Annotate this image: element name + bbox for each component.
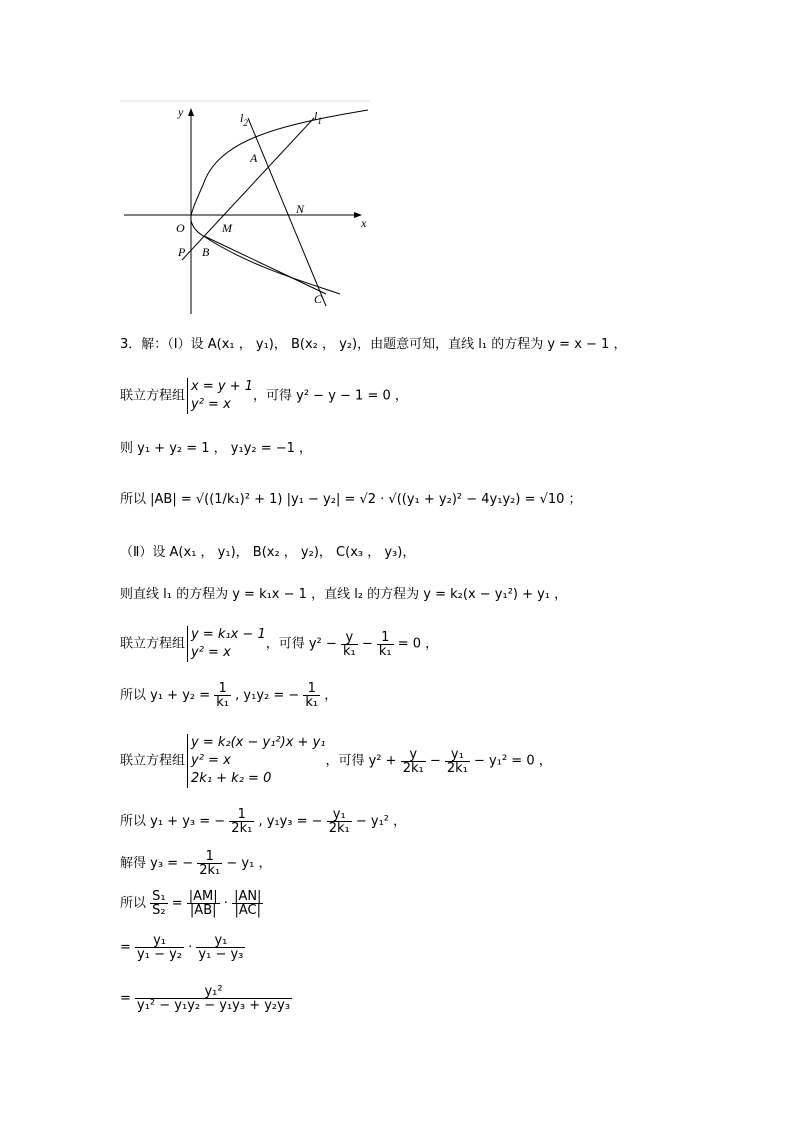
text: − (357, 636, 377, 652)
text: = 0 ， (393, 636, 439, 652)
label-P: P (178, 245, 186, 259)
numerator: 1 (229, 808, 254, 822)
y-axis-arrow (188, 108, 194, 116)
solution-line-12 (120, 890, 263, 917)
solution-line-13 (120, 934, 245, 961)
fraction (150, 890, 167, 917)
text: 联立方程组 (120, 388, 186, 404)
label-O: O (176, 221, 185, 235)
text: , y₁y₂ = − (231, 688, 304, 703)
text: 所以 y₁ + y₃ = − (120, 814, 230, 829)
numerator: |AN| (234, 889, 262, 904)
line-l1 (182, 118, 314, 260)
label-A: A (250, 151, 258, 165)
parabola (191, 110, 368, 294)
text: 所以 (120, 896, 151, 911)
denominator: 2k₁ (328, 821, 350, 836)
equation: x = y + 1 (191, 379, 253, 394)
equation: 2k₁ + k₂ = 0 (191, 771, 272, 786)
fraction (401, 748, 426, 775)
equation-system (187, 734, 325, 788)
numerator: y₁ (196, 934, 245, 948)
equation: y² = x (191, 753, 231, 768)
numerator: y₁ (135, 934, 184, 948)
equation-system (187, 378, 253, 414)
denominator: |AB| (189, 903, 217, 918)
numerator: 1 (197, 850, 222, 864)
solution-line-1: 3．解：（Ⅰ）设 A(x₁ ， y₁)， B(x₂ ， y₂)，由题意可知，直线 l₁ 的方程为 y = x − 1 ， (120, 337, 627, 352)
solution-line-6: 则直线 l₁ 的方程为 y = k₁x − 1 ，直线 l₂ 的方程为 y = k₂(x − y₁²) + y₁ ， (120, 587, 568, 602)
solution-line-8 (120, 682, 337, 709)
equation: y² = x (191, 397, 231, 412)
numerator: y (401, 748, 426, 762)
fraction (445, 748, 470, 775)
fraction (341, 631, 358, 658)
fraction (197, 850, 222, 877)
denominator: k₁ (342, 643, 356, 659)
text: ，可得 y² − y − 1 = 0 ， (253, 388, 408, 404)
text: · (184, 940, 197, 955)
solution-line-5: （Ⅱ）设 A(x₁ ， y₁)， B(x₂ ， y₂)， C(x₃ ， y₃)， (120, 545, 416, 560)
equation: y² = x (191, 645, 231, 660)
label-M: M (222, 221, 232, 235)
geometry-figure (118, 100, 378, 322)
solution-line-14 (120, 985, 292, 1012)
solution-line-3: 则 y₁ + y₂ = 1 ， y₁y₂ = −1 ， (120, 441, 313, 456)
denominator: k₁ (305, 695, 319, 710)
fraction (135, 985, 292, 1012)
solution-line-7 (120, 626, 438, 662)
text: ，可得 y² − (265, 636, 341, 652)
fraction (303, 682, 320, 709)
text: = (167, 896, 187, 911)
text: − (425, 753, 445, 769)
numerator: S₁ (152, 889, 166, 904)
text: ，可得 y² + (325, 753, 401, 769)
fraction (196, 934, 245, 961)
denominator: k₁ (378, 643, 392, 659)
text: 联立方程组 (120, 753, 186, 769)
text: − y₁² ， (351, 814, 407, 829)
text: 解得 y₃ = − (120, 856, 198, 871)
fraction (377, 631, 394, 658)
line-l2 (248, 118, 326, 306)
equation-system (187, 626, 266, 662)
numerator: 1 (377, 631, 394, 645)
label-N: N (296, 202, 305, 216)
equation: y = k₂(x − y₁²)x + y₁ (191, 735, 326, 750)
text: = (120, 940, 136, 955)
numerator: 1 (303, 682, 320, 696)
text: , y₁y₃ = − (254, 814, 327, 829)
text: · (219, 896, 233, 911)
denominator: 2k₁ (199, 863, 221, 878)
equation: y = k₁x − 1 (191, 627, 266, 642)
numerator: 1 (214, 682, 231, 696)
text: 所以 y₁ + y₂ = (120, 688, 215, 703)
fraction (232, 890, 263, 917)
label-l1: $l_1$ (314, 109, 322, 126)
label-x: x (361, 216, 367, 230)
label-C: C (314, 292, 323, 306)
solution-line-4: 所以 |AB| = √((1/k₁)² + 1) |y₁ − y₂| = √2 · √((y₁ + y₂)² − 4y₁y₂) = √10 ； (120, 492, 582, 507)
label-l2: $l_2$ (240, 111, 248, 128)
label-B: B (202, 245, 210, 259)
denominator: k₁ (216, 695, 230, 710)
numerator: y₁ (327, 808, 352, 822)
chord-bc (204, 236, 326, 294)
numerator: y (341, 631, 358, 645)
solution-line-2 (120, 378, 408, 414)
text: 联立方程组 (120, 636, 186, 652)
text: = (120, 991, 136, 1006)
text: − y₁² = 0 ， (469, 753, 552, 769)
fraction (214, 682, 231, 709)
numerator: y₁² (135, 985, 292, 999)
denominator: y₁ − y₂ (137, 947, 182, 962)
solution-line-10 (120, 808, 406, 835)
denominator: y₁² − y₁y₂ − y₁y₃ + y₂y₃ (137, 998, 291, 1013)
denominator: y₁ − y₃ (198, 947, 244, 962)
label-y: y (178, 105, 184, 119)
fraction (187, 890, 220, 917)
text: − y₁ ， (222, 856, 272, 871)
numerator: |AM| (188, 889, 218, 904)
denominator: 2k₁ (446, 760, 468, 776)
denominator: 2k₁ (402, 760, 424, 776)
denominator: S₂ (152, 903, 166, 918)
fraction (229, 808, 254, 835)
numerator: y₁ (445, 748, 470, 762)
denominator: |AC| (234, 903, 262, 918)
fraction (327, 808, 352, 835)
text: ， (320, 688, 338, 703)
fraction (135, 934, 184, 961)
solution-line-9 (120, 734, 552, 788)
solution-line-11 (120, 850, 271, 877)
denominator: 2k₁ (231, 821, 253, 836)
